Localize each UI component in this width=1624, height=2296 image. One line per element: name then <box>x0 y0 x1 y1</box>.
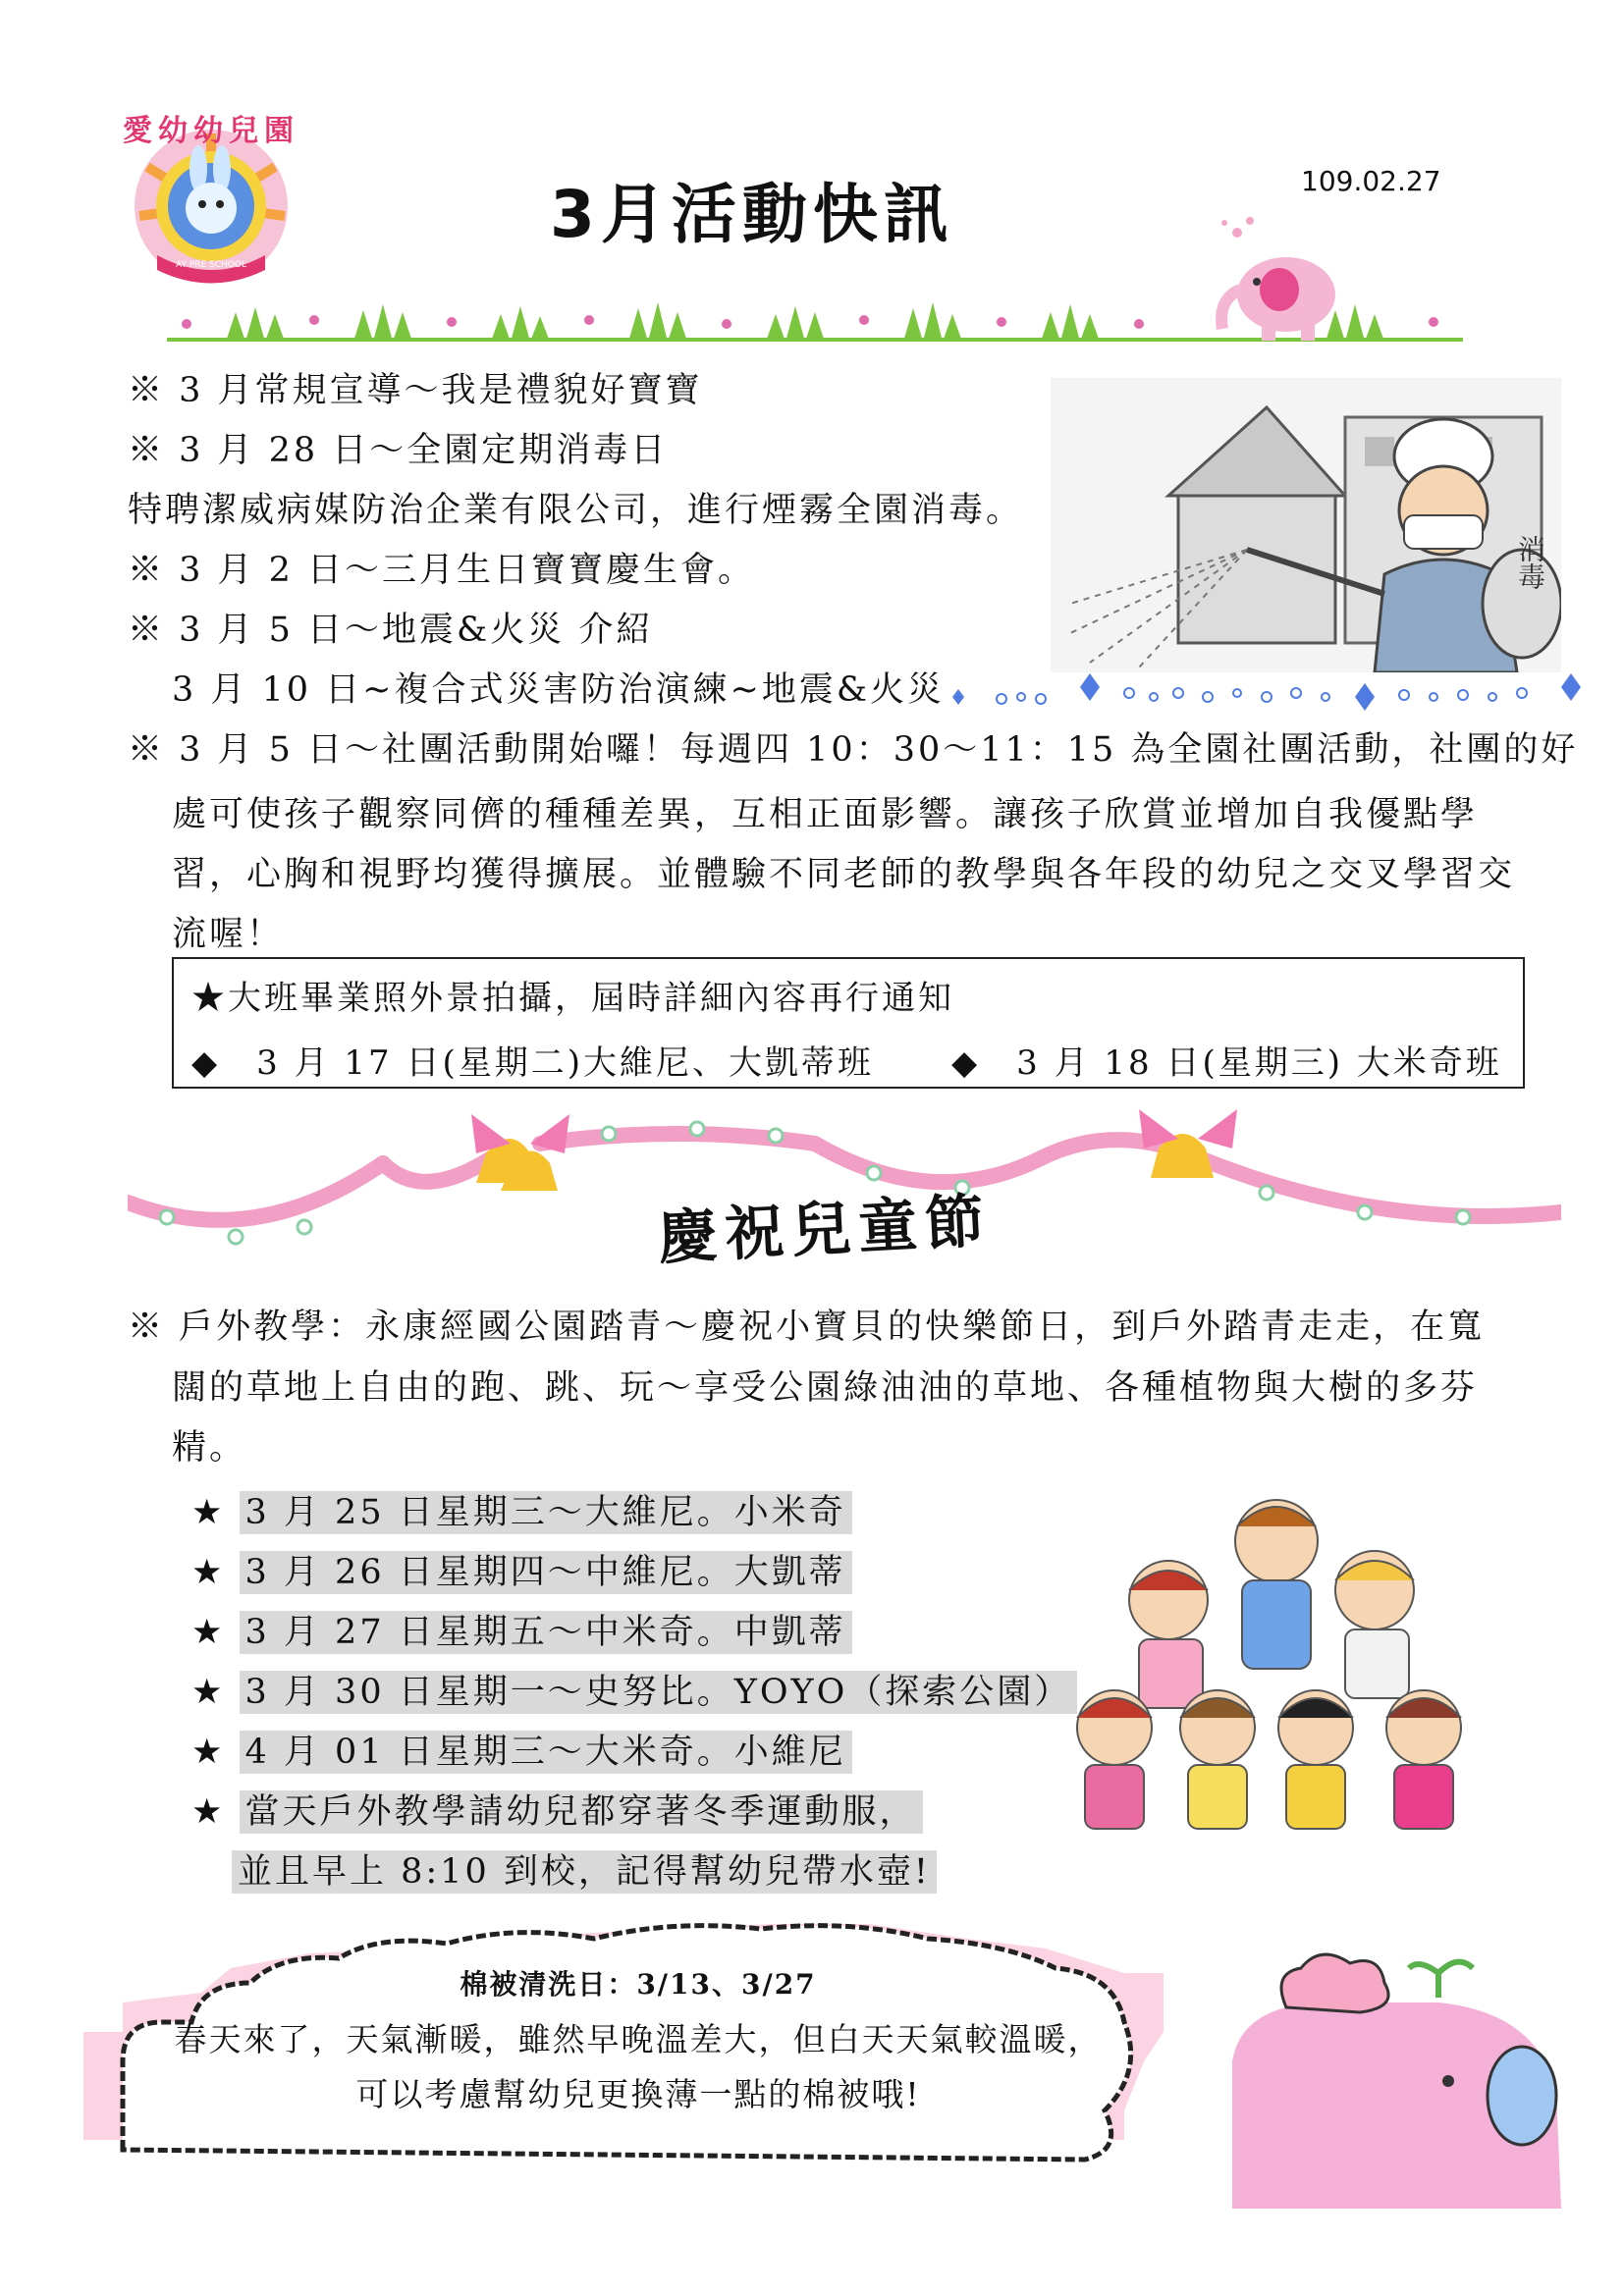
photo-label: 消毒 <box>1514 535 1546 590</box>
blanket-line-2: 可以考慮幫幼兒更換薄一點的棉被哦! <box>355 2075 921 2113</box>
announcement-3: 特聘潔威病媒防治企業有限公司，進行煙霧全園消毒。 <box>128 491 1024 530</box>
announcement-2: ※ 3 月 28 日～全園定期消毒日 <box>128 431 669 470</box>
issue-date: 109.02.27 <box>1301 165 1441 197</box>
star-divider <box>943 667 1581 726</box>
pink-elephant-icon <box>1203 211 1350 348</box>
star-bullet: ★ <box>191 1733 226 1772</box>
children-illustration <box>1060 1482 1492 1875</box>
star-bullet: ★ <box>191 1792 226 1832</box>
club-line-1: ※ 3 月 5 日～社團活動開始囉！每週四 10：30～11：15 為全園社團活動，社團的好 <box>128 730 1579 770</box>
star-bullet: ★ <box>191 1493 226 1532</box>
graduation-date-2: ◆ 3 月 18 日(星期三) 大米奇班 <box>951 1043 1502 1083</box>
trip-intro-line-1: ※ 戶外教學：永康經國公園踏青～慶祝小寶貝的快樂節日，到戶外踏青走走，在寬 <box>128 1308 1486 1347</box>
trip-intro-paragraph: 闊的草地上自由的跑、跳、玩～享受公園綠油油的草地、各種植物與大樹的多芬精。 <box>172 1368 1479 1468</box>
club-paragraph: 處可使孩子觀察同儕的種種差異，互相正面影響。讓孩子欣賞並增加自我優點學習，心胸和視野均獲得擴展。並體驗不同老師的教學與各年段的幼兒之交叉學習交流喔！ <box>172 795 1516 954</box>
star-bullet: ★ <box>191 1553 226 1592</box>
trip-schedule-text-5: 4 月 01 日星期三～大米奇。小維尼 <box>240 1731 852 1774</box>
graduation-box <box>172 957 1525 1089</box>
trip-schedule-text-3: 3 月 27 日星期五～中米奇。中凱蒂 <box>240 1611 852 1654</box>
graduation-date-1: ◆ 3 月 17 日(星期二)大維尼、大凱蒂班 <box>191 1043 874 1083</box>
trip-schedule-3 <box>191 1605 852 1654</box>
star-bullet: ★ <box>191 1613 226 1652</box>
trip-note-text-1: 當天戶外教學請幼兒都穿著冬季運動服， <box>240 1790 923 1834</box>
cloud-elephant-banner <box>83 1914 1561 2209</box>
graduation-notice: ★大班畢業照外景拍攝，屆時詳細內容再行通知 <box>191 979 954 1018</box>
trip-note-text-2: 並且早上 8:10 到校，記得幫幼兒帶水壺! <box>232 1850 937 1894</box>
childrens-day-heading: 慶祝兒童節 <box>656 1187 994 1273</box>
logo-subtext: AY PRE SCHOOL <box>176 260 246 270</box>
blanket-title: 棉被清洗日：3/13、3/27 <box>460 1968 817 2001</box>
blanket-line-1: 春天來了，天氣漸暖，雖然早晚溫差大，但白天天氣較溫暖， <box>174 2020 1103 2058</box>
trip-schedule-text-1: 3 月 25 日星期三～大維尼。小米奇 <box>240 1491 852 1534</box>
trip-schedule-1 <box>191 1485 852 1534</box>
logo-text: 愛幼幼兒園 <box>123 114 299 148</box>
trip-schedule-text-2: 3 月 26 日星期四～中維尼。大凱蒂 <box>240 1551 852 1594</box>
page-title: 3月活動快訊 <box>550 177 954 252</box>
trip-schedule-text-4: 3 月 30 日星期一～史努比。YOYO（探索公園） <box>240 1671 1078 1714</box>
disinfection-illustration <box>1051 378 1561 672</box>
announcement-5: ※ 3 月 5 日～地震&火災 介紹 <box>128 611 654 650</box>
star-bullet: ★ <box>191 1673 226 1712</box>
announcement-1: ※ 3 月常規宣導～我是禮貌好寶寶 <box>128 371 703 410</box>
announcement-4: ※ 3 月 2 日～三月生日寶寶慶生會。 <box>128 551 756 590</box>
announcement-6: 3 月 10 日~複合式災害防治演練~地震&火災 <box>172 670 945 710</box>
trip-note-2 <box>232 1844 937 1894</box>
trip-schedule-5 <box>191 1725 852 1774</box>
trip-note-1 <box>191 1785 923 1834</box>
trip-schedule-2 <box>191 1545 852 1594</box>
trip-schedule-4 <box>191 1665 1077 1714</box>
